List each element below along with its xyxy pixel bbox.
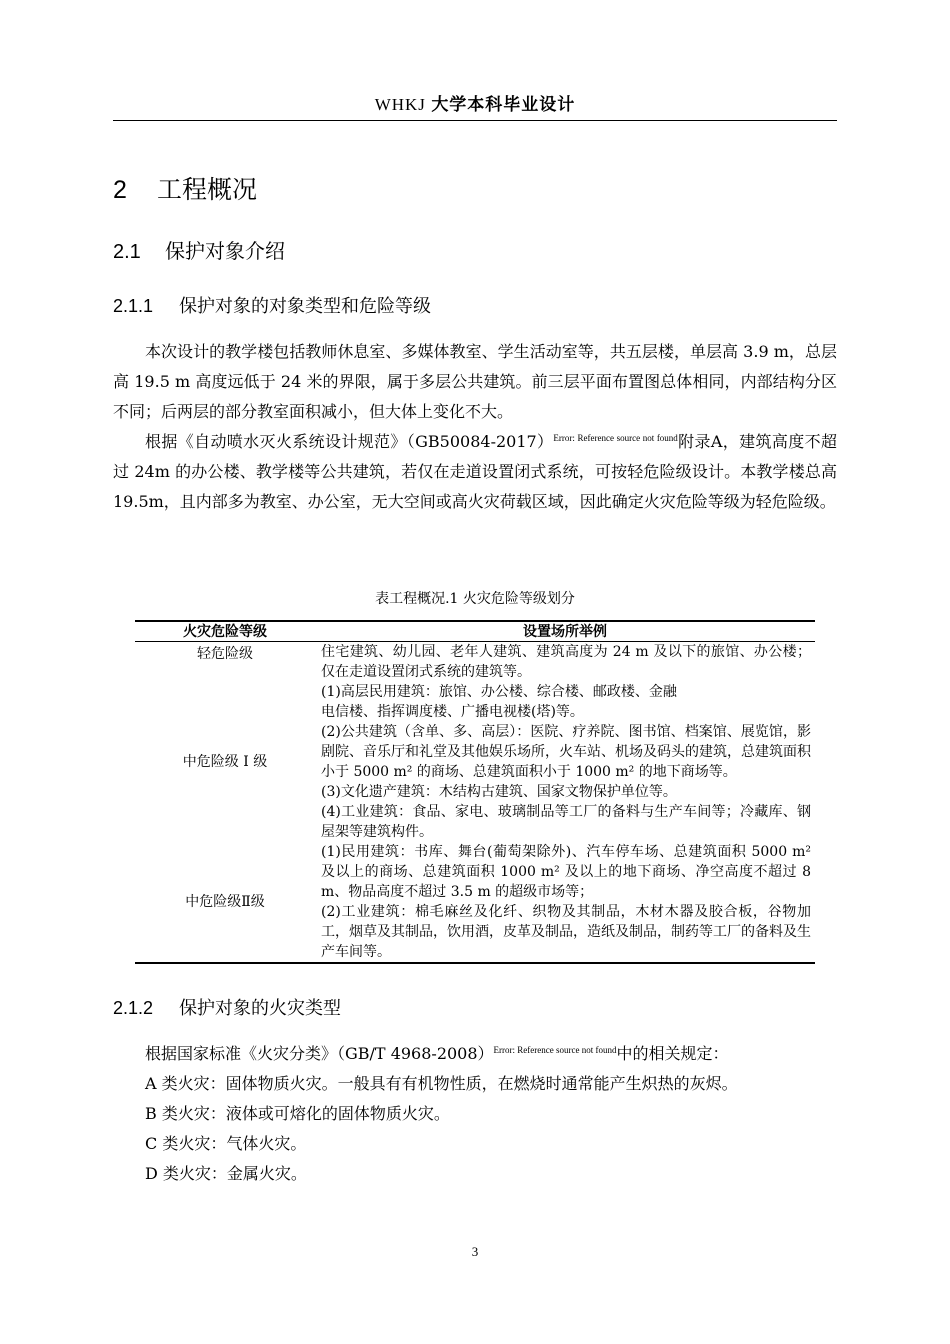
example-line: (1)高层民用建筑：旅馆、办公楼、综合楼、邮政楼、金融 (321, 684, 677, 700)
hazard-level: 中危险级Ⅱ级 (185, 894, 265, 910)
example-line: (2)公共建筑（含单、多、高层）：医院、疗养院、图书馆、档案馆、展览馆，影剧院、音乐厅和礼堂及其他娱乐场所，火车站、机场及码头的建筑，总建筑面积小于 5000 m² 的商场、总建筑面积小于 1000 m² 的地下商场等。 (321, 724, 811, 780)
paragraph (113, 1039, 837, 1069)
section-number: 2.1 (113, 241, 141, 263)
example-line: (4)工业建筑：食品、家电、玻璃制品等工厂的备料与生产车间等；冷藏库、钢屋架等建筑构件。 (321, 804, 811, 840)
chapter-title: 工程概况 (157, 175, 258, 204)
subsection-heading-2 (113, 994, 341, 1023)
table-row (135, 642, 815, 683)
table-row (135, 682, 815, 842)
fire-class-b: B 类火灾：液体或可熔化的固体物质火灾。 (145, 1104, 450, 1123)
chapter-number: 2 (113, 176, 127, 204)
hazard-level: 中危险级 I 级 (182, 754, 268, 770)
column-header: 火灾危险等级 (135, 621, 315, 642)
fire-class-c: C 类火灾：气体火灾。 (145, 1134, 307, 1153)
hazard-level: 轻危险级 (197, 646, 253, 662)
fire-class-a: A 类火灾：固体物质火灾。一般具有有机物性质，在燃烧时通常能产生炽热的灰烬。 (145, 1074, 738, 1093)
header-title: 大学本科毕业设计 (431, 95, 576, 115)
paragraph-text: 附录A，建筑高度不超过 24m 的办公楼、教学楼等公共建筑，若仅在走道设置闭式系统，可按轻危险级设计。本教学楼总高 19.5m，且内部多为教室、办公室，无大空间或高火灾荷载区域，因此确定火灾危险等级为轻危险级。 (113, 432, 837, 511)
paragraph (113, 427, 837, 517)
subsection-number: 2.1.1 (113, 296, 154, 316)
reference-error: Error: Reference source not found (493, 1045, 617, 1055)
body-text-1 (113, 337, 837, 517)
header-latin: WHKJ (374, 95, 426, 114)
table-caption: 表工程概况.1 火灾危险等级划分 (375, 591, 575, 607)
example-line: (3)文化遗产建筑：木结构古建筑、国家文物保护单位等。 (321, 784, 677, 800)
example-cell (315, 682, 815, 842)
chapter-heading (113, 172, 257, 208)
page-number: 3 (471, 1244, 479, 1259)
paragraph-text: 中的相关规定： (616, 1044, 729, 1063)
subsection-number: 2.1.2 (113, 998, 154, 1018)
example-line: (1)民用建筑：书库、舞台(葡萄架除外)、汽车停车场、总建筑面积 5000 m² 及以上的商场、总建筑面积 1000 m² 及以上的地下商场、净空高度不超过 8 m、物品高度不超过 3.5 m 的超级市场等； (321, 844, 811, 900)
fire-class-d: D 类火灾：金属火灾。 (145, 1164, 307, 1183)
paragraph-text: 根据《自动喷水灭火系统设计规范》（GB50084-2017） (145, 432, 554, 451)
paragraph-text: 根据国家标准《火灾分类》（GB/T 4968-2008） (145, 1044, 494, 1063)
section-heading (113, 236, 285, 267)
subsection-heading-1 (113, 292, 431, 321)
fire-hazard-table (135, 620, 815, 964)
subsection-title: 保护对象的对象类型和危险等级 (179, 296, 431, 317)
table-header-row (135, 621, 815, 642)
table-row (135, 842, 815, 963)
example-line: 电信楼、指挥调度楼、广播电视楼(塔)等。 (321, 704, 584, 720)
page-header (113, 92, 837, 121)
paragraph: 本次设计的教学楼包括教师休息室、多媒体教室、学生活动室等，共五层楼，单层高 3.9 m，总层高 19.5 m 高度远低于 24 米的界限，属于多层公共建筑。前三层平面布置图总体相同，内部结构分区不同；后两层的部分教室面积减小，但大体上变化不大。 (113, 342, 837, 421)
example-cell (315, 642, 815, 683)
column-header: 设置场所举例 (315, 621, 815, 642)
example-cell (315, 842, 815, 963)
example-line: (2)工业建筑：棉毛麻丝及化纤、织物及其制品，木材木器及胶合板，谷物加工，烟草及其制品，饮用酒，皮革及制品，造纸及制品，制药等工厂的备料及生产车间等。 (321, 904, 811, 960)
example-line: 住宅建筑、幼儿园、老年人建筑、建筑高度为 24 m 及以下的旅馆、办公楼；仅在走道设置闭式系统的建筑等。 (321, 644, 811, 680)
subsection-title: 保护对象的火灾类型 (179, 998, 341, 1019)
body-text-2 (113, 1039, 837, 1189)
reference-error: Error: Reference source not found (553, 433, 678, 443)
section-title: 保护对象介绍 (165, 239, 285, 263)
